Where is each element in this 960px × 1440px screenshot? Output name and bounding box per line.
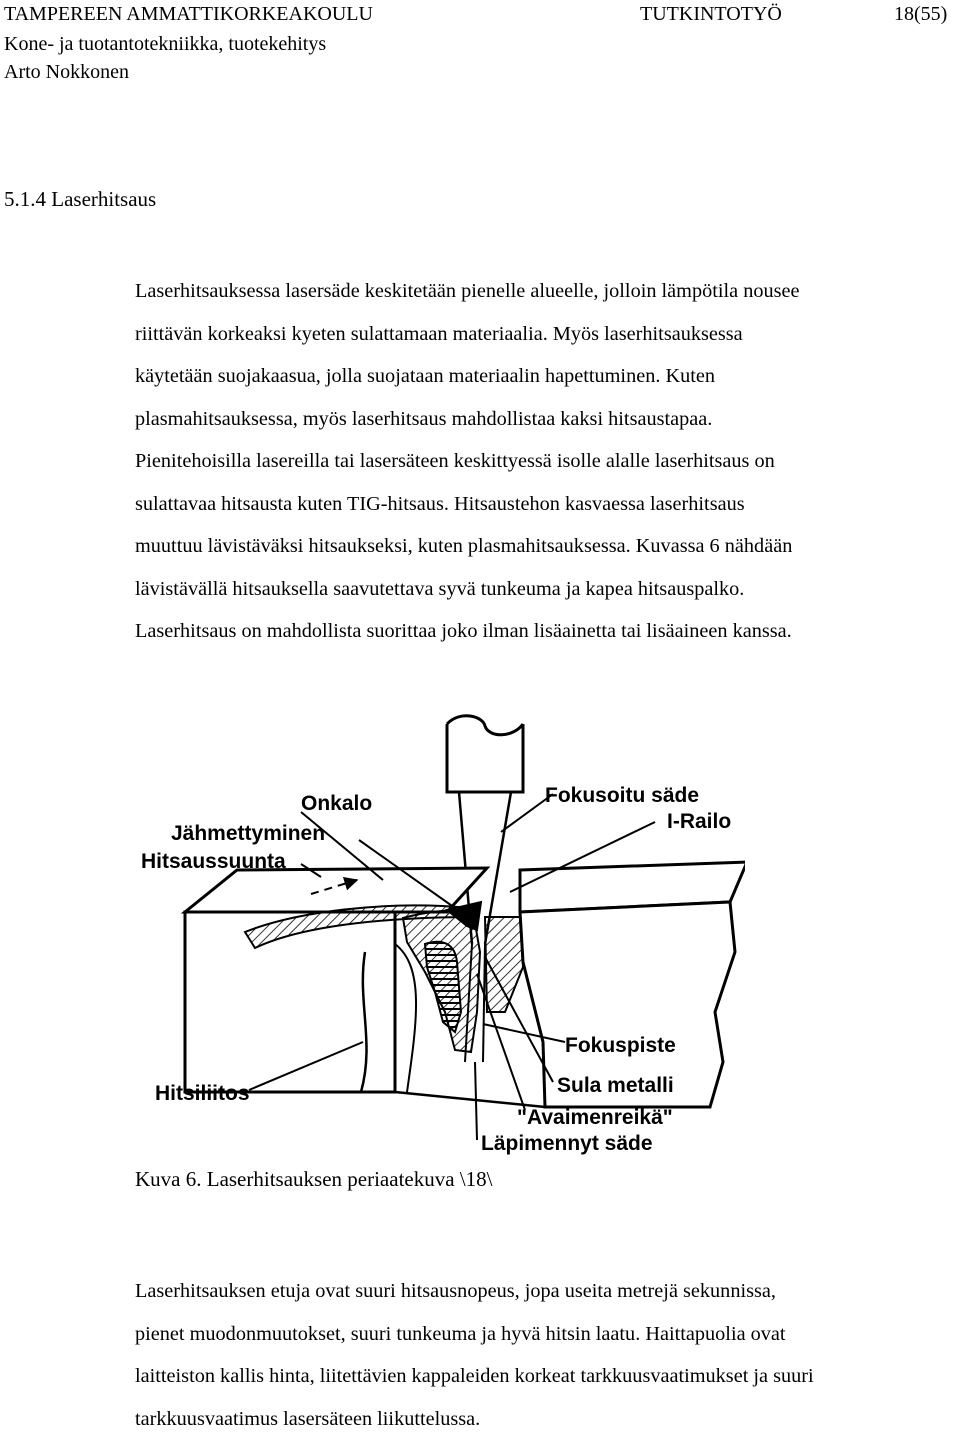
label-fokuspiste: Fokuspiste bbox=[565, 1034, 676, 1057]
paragraph-intro bbox=[135, 270, 957, 653]
label-lapimennyt-sade: Läpimennyt säde bbox=[481, 1132, 653, 1155]
paragraph-line: sulattavaa hitsausta kuten TIG-hitsaus. Hitsaustehon kasvaessa laserhitsaus bbox=[135, 483, 957, 526]
label-i-railo: I-Railo bbox=[667, 810, 731, 833]
paragraph-line: Laserhitsauksen etuja ovat suuri hitsausnopeus, jopa useita metrejä sekunnissa, bbox=[135, 1270, 957, 1313]
header-school: TAMPEREEN AMMATTIKORKEAKOULU bbox=[4, 2, 373, 26]
paragraph-line: plasmahitsauksessa, myös laserhitsaus mahdollistaa kaksi hitsaustapaa. bbox=[135, 398, 957, 441]
figure-caption: Kuva 6. Laserhitsauksen periaatekuva \18\ bbox=[135, 1166, 492, 1192]
paragraph-line: Laserhitsaus on mahdollista suorittaa joko ilman lisäainetta tai lisäaineen kanssa. bbox=[135, 610, 957, 653]
header-author: Arto Nokkonen bbox=[4, 60, 129, 84]
header-doc-type: TUTKINTOTYÖ bbox=[640, 2, 782, 26]
label-fokusoitu-sade: Fokusoitu säde bbox=[545, 784, 699, 807]
laser-welding-diagram bbox=[125, 712, 745, 1162]
paragraph-line: laitteiston kallis hinta, liitettävien kappaleiden korkeat tarkkuusvaatimukset ja suuri bbox=[135, 1355, 957, 1398]
section-title: 5.1.4 Laserhitsaus bbox=[4, 186, 156, 212]
paragraph-line: riittävän korkeaksi kyeten sulattamaan materiaalia. Myös laserhitsauksessa bbox=[135, 313, 957, 356]
paragraph-pros-cons bbox=[135, 1270, 957, 1440]
header-page-number: 18(55) bbox=[894, 2, 947, 26]
header-department: Kone- ja tuotantotekniikka, tuotekehitys bbox=[4, 32, 326, 56]
label-sula-metalli: Sula metalli bbox=[557, 1074, 674, 1097]
solidified-zone bbox=[425, 942, 461, 1032]
paragraph-line: lävistävällä hitsauksella saavutettava syvä tunkeuma ja kapea hitsauspalko. bbox=[135, 568, 957, 611]
label-hitsaussuunta: Hitsaussuunta bbox=[141, 850, 286, 873]
paragraph-line: Pienitehoisilla lasereilla tai lasersäteen keskittyessä isolle alalle laserhitsaus on bbox=[135, 440, 957, 483]
paragraph-line: Laserhitsauksessa lasersäde keskitetään pienelle alueelle, jolloin lämpötila nousee bbox=[135, 270, 957, 313]
paragraph-line: käytetään suojakaasua, jolla suojataan materiaalin hapettuminen. Kuten bbox=[135, 355, 957, 398]
paragraph-line: muuttuu lävistäväksi hitsaukseksi, kuten plasmahitsauksessa. Kuvassa 6 nähdään bbox=[135, 525, 957, 568]
laser-welding-figure bbox=[125, 712, 745, 1162]
paragraph-line: pienet muodonmuutokset, suuri tunkeuma ja hyvä hitsin laatu. Haittapuolia ovat bbox=[135, 1313, 957, 1356]
label-onkalo: Onkalo bbox=[301, 792, 372, 815]
label-hitsiliitos: Hitsiliitos bbox=[155, 1082, 250, 1105]
label-avaimenreika: "Avaimenreikä" bbox=[517, 1106, 673, 1129]
paragraph-line: tarkkuusvaatimus lasersäteen liikuttelussa. bbox=[135, 1398, 957, 1440]
label-jahmettyminen: Jähmettyminen bbox=[171, 822, 325, 845]
